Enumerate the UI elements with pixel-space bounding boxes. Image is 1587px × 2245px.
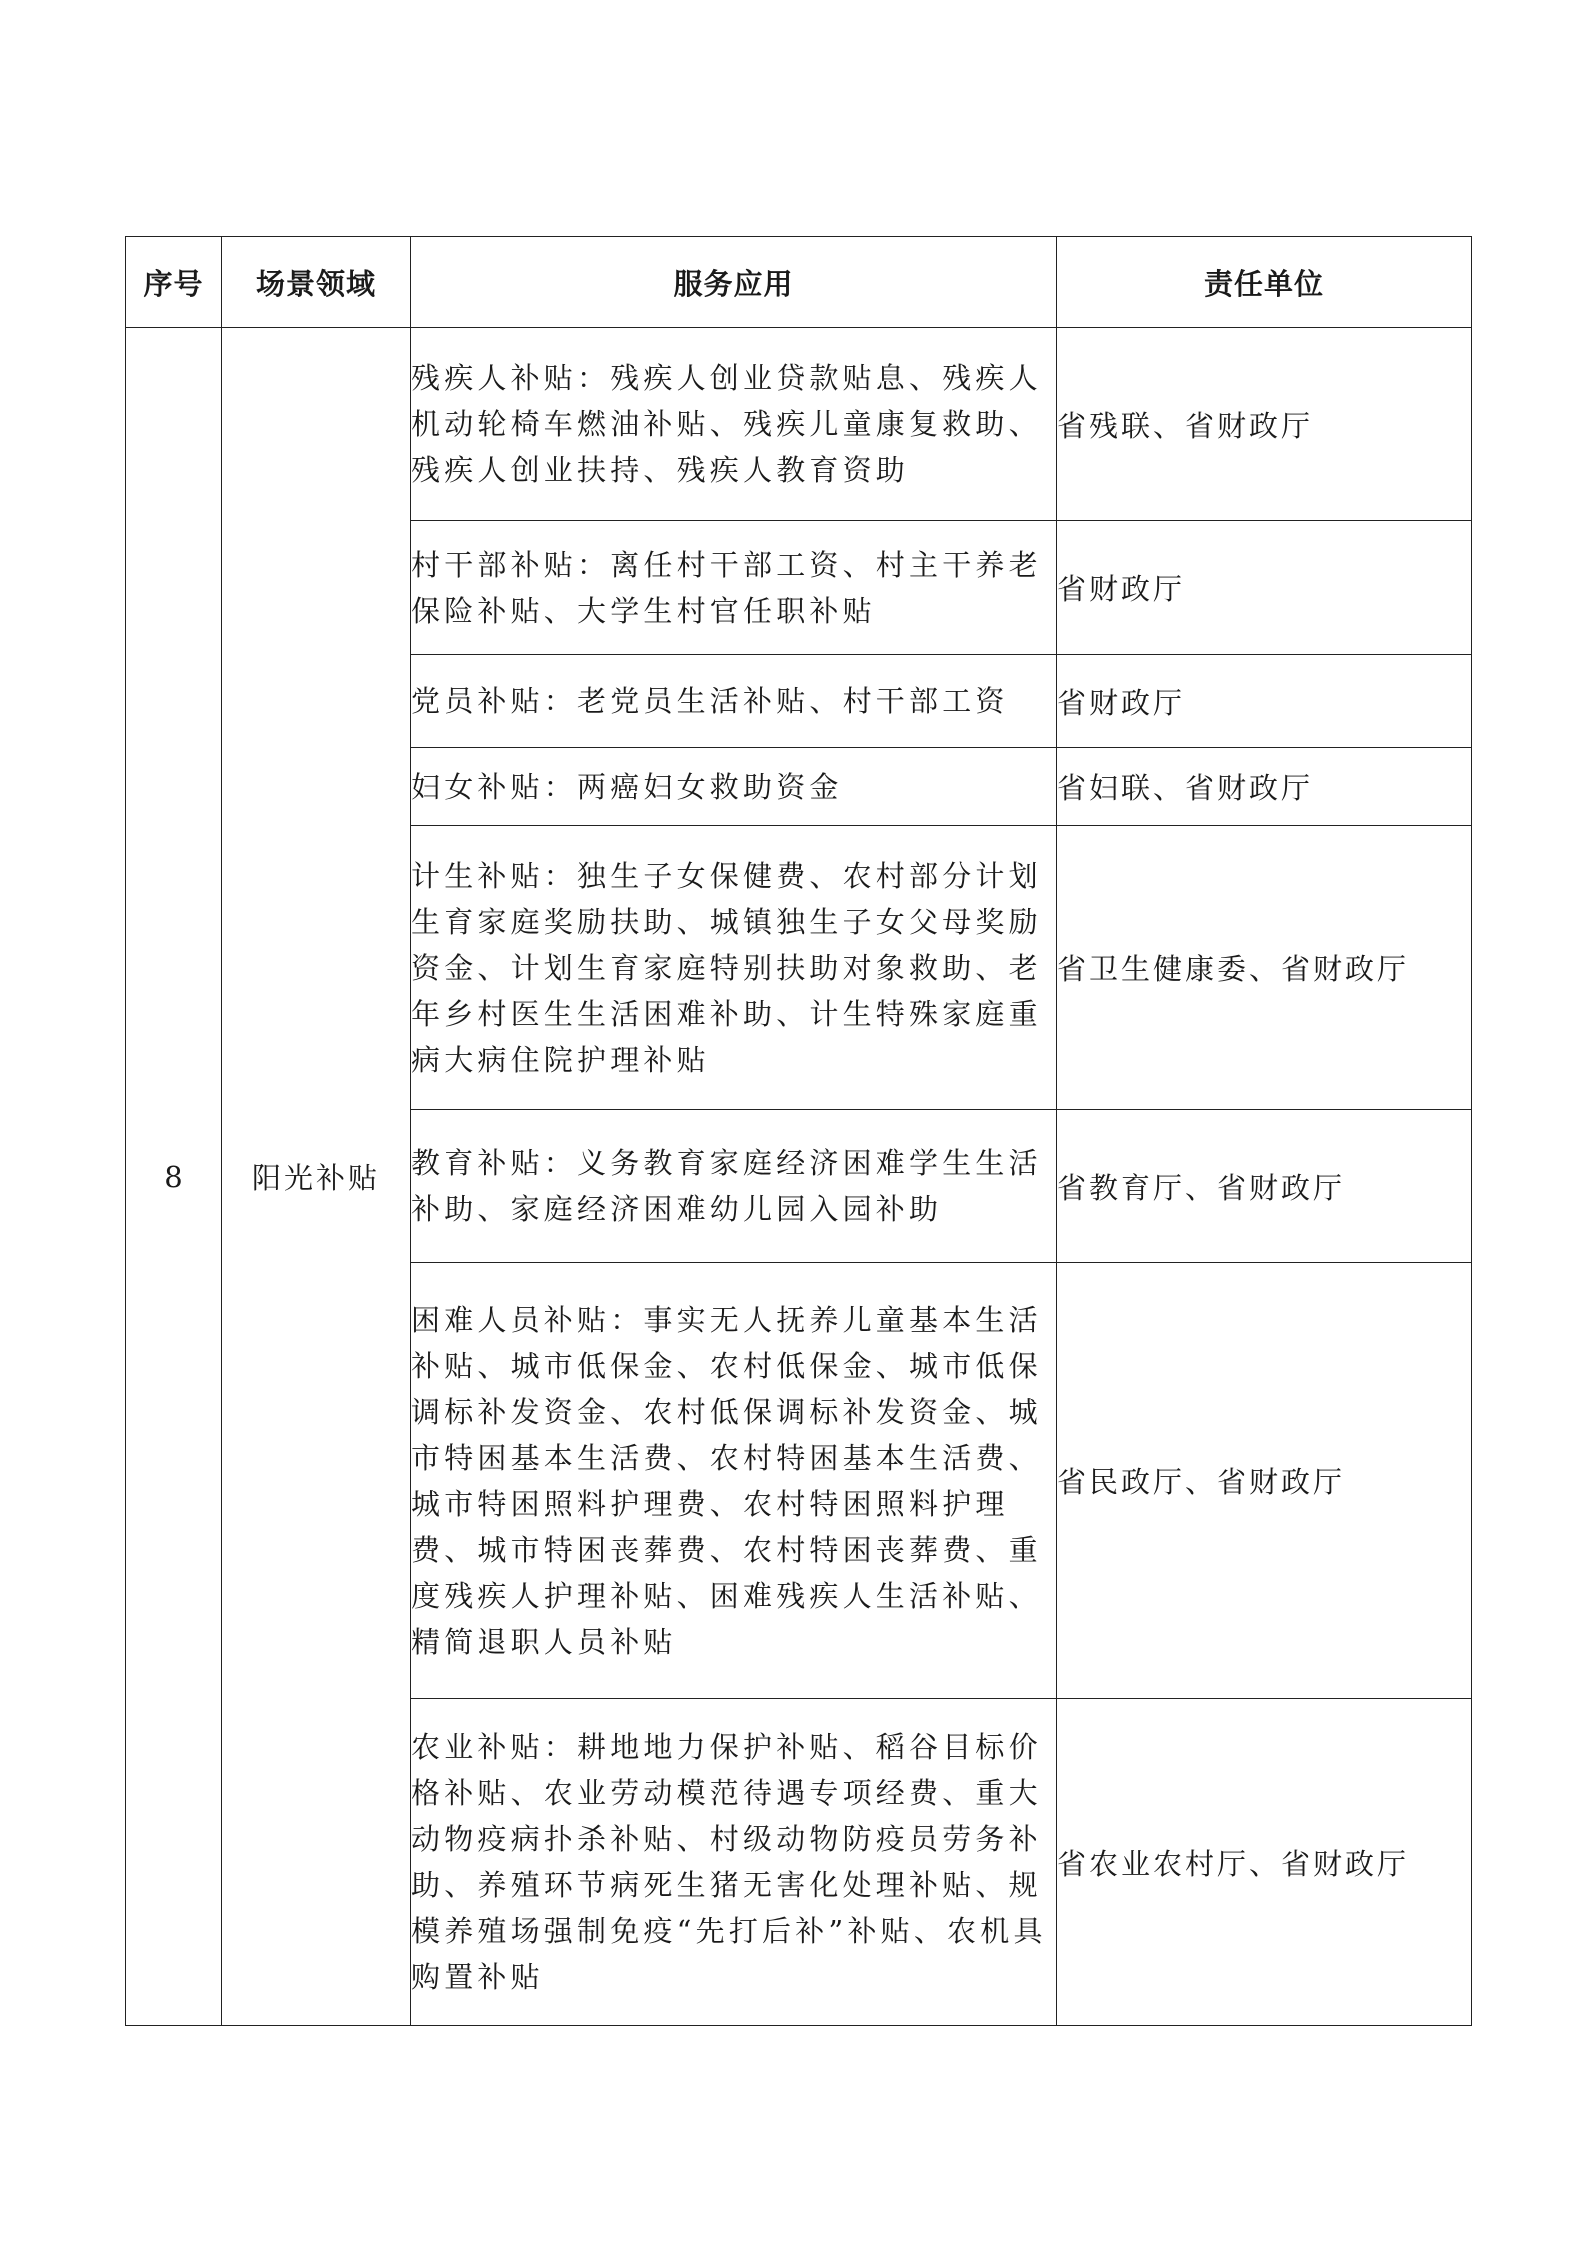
header-row	[126, 237, 1472, 328]
header-unit: 责任单位	[1057, 237, 1472, 328]
unit-cell: 省民政厅、省财政厅	[1057, 1263, 1472, 1699]
table-row	[126, 328, 1472, 521]
service-cell: 困难人员补贴：事实无人抚养儿童基本生活补贴、城市低保金、农村低保金、城市低保调标补发资金、农村低保调标补发资金、城市特困基本生活费、农村特困基本生活费、城市特困照料护理费、农村特困照料护理费、城市特困丧葬费、农村特困丧葬费、重度残疾人护理补贴、困难残疾人生活补贴、精简退职人员补贴	[411, 1263, 1057, 1699]
service-cell: 村干部补贴：离任村干部工资、村主干养老保险补贴、大学生村官任职补贴	[411, 521, 1057, 655]
header-service: 服务应用	[411, 237, 1057, 328]
header-seq: 序号	[126, 237, 222, 328]
service-cell: 农业补贴：耕地地力保护补贴、稻谷目标价格补贴、农业劳动模范待遇专项经费、重大动物疫病扑杀补贴、村级动物防疫员劳务补助、养殖环节病死生猪无害化处理补贴、规模养殖场强制免疫“先打后补”补贴、农机具购置补贴	[411, 1699, 1057, 2026]
seq-cell: 8	[126, 328, 222, 2026]
unit-cell: 省卫生健康委、省财政厅	[1057, 826, 1472, 1110]
unit-cell: 省财政厅	[1057, 655, 1472, 748]
unit-cell: 省教育厅、省财政厅	[1057, 1110, 1472, 1263]
service-cell: 计生补贴：独生子女保健费、农村部分计划生育家庭奖励扶助、城镇独生子女父母奖励资金、计划生育家庭特别扶助对象救助、老年乡村医生生活困难补助、计生特殊家庭重病大病住院护理补贴	[411, 826, 1057, 1110]
service-cell: 残疾人补贴：残疾人创业贷款贴息、残疾人机动轮椅车燃油补贴、残疾儿童康复救助、残疾人创业扶持、残疾人教育资助	[411, 328, 1057, 521]
unit-cell: 省妇联、省财政厅	[1057, 748, 1472, 826]
service-cell: 妇女补贴：两癌妇女救助资金	[411, 748, 1057, 826]
subsidy-table	[125, 236, 1472, 2026]
unit-cell: 省残联、省财政厅	[1057, 328, 1472, 521]
unit-cell: 省农业农村厅、省财政厅	[1057, 1699, 1472, 2026]
scene-cell: 阳光补贴	[222, 328, 411, 2026]
service-cell: 党员补贴：老党员生活补贴、村干部工资	[411, 655, 1057, 748]
unit-cell: 省财政厅	[1057, 521, 1472, 655]
header-scene: 场景领域	[222, 237, 411, 328]
service-cell: 教育补贴：义务教育家庭经济困难学生生活补助、家庭经济困难幼儿园入园补助	[411, 1110, 1057, 1263]
